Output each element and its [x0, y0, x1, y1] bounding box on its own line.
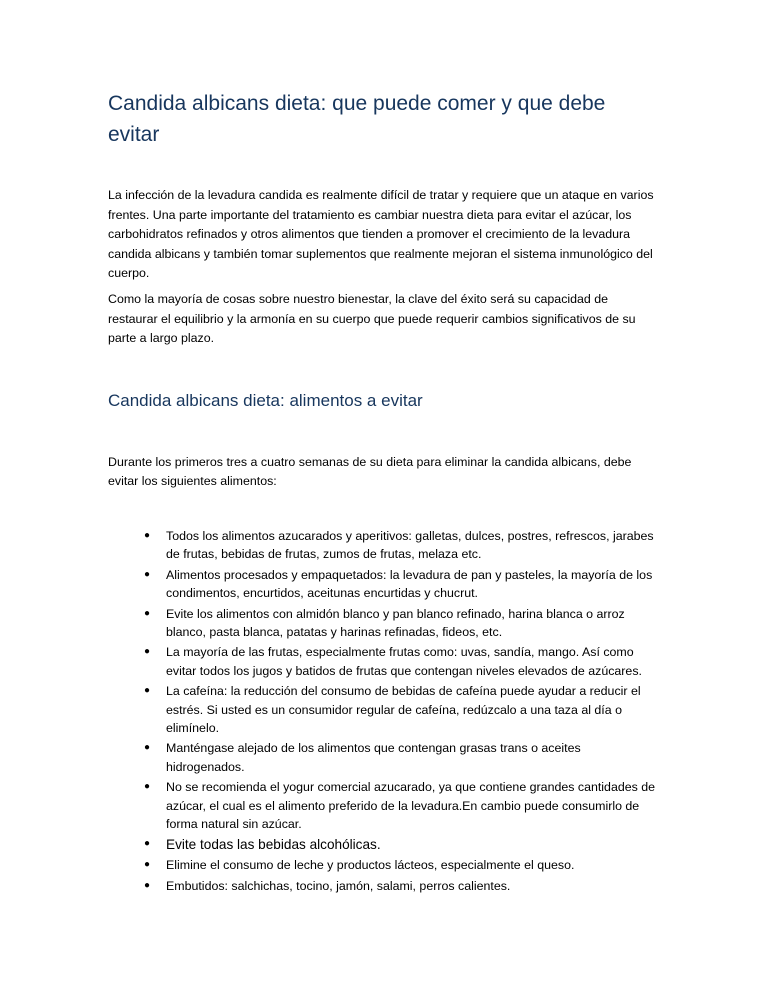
list-item-text: Evite todas las bebidas alcohólicas.	[166, 837, 381, 853]
list-item	[108, 566, 660, 603]
section-intro: Durante los primeros tres a cuatro semanas de su dieta para eliminar la candida albicans, debe evitar los siguientes alimentos:	[108, 454, 632, 489]
list-item-text: La mayoría de las frutas, especialmente frutas como: uvas, sandía, mango. Así como evitar todos los jugos y batidos de frutas que contengan niveles elevados de azúcares.	[166, 645, 642, 678]
list-item-text: Manténgase alejado de los alimentos que contengan grasas trans o aceites hidrogenados.	[166, 741, 581, 774]
list-item-text: La cafeína: la reducción del consumo de bebidas de cafeína puede ayudar a reducir el estrés. Si usted es un consumidor regular de cafeína, redúzcalo a una taza al día o elimínelo.	[166, 684, 641, 735]
list-item-text: Todos los alimentos azucarados y aperitivos: galletas, dulces, postres, refrescos, jarabes de frutas, bebidas de frutas, zumos de frutas, melaza etc.	[166, 528, 654, 562]
list-item	[108, 856, 660, 874]
bullet-dot-icon: ●	[144, 879, 151, 891]
list-item-text: No se recomienda el yogur comercial azucarado, ya que contiene grandes cantidades de azúcar, el cual es el alimento preferido de la levadura.En cambio puede consumirlo de forma natural sin azúcar.	[166, 780, 656, 832]
document-page	[108, 88, 660, 897]
list-item	[108, 739, 660, 776]
bullet-dot-icon: ●	[144, 859, 151, 871]
list-item	[108, 605, 660, 642]
intro-paragraph-secondary: Como la mayoría de cosas sobre nuestro bienestar, la clave del éxito será su capacidad de restaurar el equilibrio y la armonía en su cuerpo que puede requerir cambios significativos de su parte a largo plazo.	[108, 291, 636, 346]
list-item	[108, 877, 660, 895]
bullet-dot-icon: ●	[144, 781, 151, 793]
bullet-dot-icon: ●	[144, 529, 151, 541]
list-item-text: Alimentos procesados y empaquetados: la levadura de pan y pasteles, la mayoría de los condimentos, encurtidos, aceitunas encurtidas y chucrut.	[166, 567, 653, 601]
list-item	[108, 682, 660, 737]
list-item-text: Evite los alimentos con almidón blanco y pan blanco refinado, harina blanca o arroz blanco, pasta blanca, patatas y harinas refinadas, fideos, etc.	[166, 606, 625, 639]
list-item-text: Embutidos: salchichas, tocino, jamón, salami, perros calientes.	[166, 878, 511, 893]
intro-paragraph: La infección de la levadura candida es realmente difícil de tratar y requiere que un ataque en varios frentes. Una parte importante del tratamiento es cambiar nuestra dieta para evitar el azúcar, los carbohidratos refinados y otros alimentos que tienden a promover el crecimiento de la levadura candida albicans y también tomar suplementos que realmente mejoran el sistema inmunológico del cuerpo.	[108, 188, 654, 281]
list-item	[108, 835, 660, 854]
list-item	[108, 527, 660, 564]
bullet-dot-icon: ●	[144, 568, 151, 580]
bullet-dot-icon: ●	[144, 607, 151, 619]
bullet-dot-icon: ●	[144, 742, 151, 754]
foods-to-avoid-list	[108, 527, 660, 895]
document-title: Candida albicans dieta: que puede comer y que debe evitar	[108, 92, 606, 146]
list-item	[108, 643, 660, 680]
section-title: Candida albicans dieta: alimentos a evitar	[108, 390, 423, 410]
bullet-dot-icon: ●	[144, 685, 151, 697]
list-item-text: Elimine el consumo de leche y productos lácteos, especialmente el queso.	[166, 858, 575, 873]
bullet-dot-icon: ●	[144, 646, 151, 658]
bullet-dot-icon: ●	[144, 838, 151, 850]
list-item	[108, 778, 660, 833]
